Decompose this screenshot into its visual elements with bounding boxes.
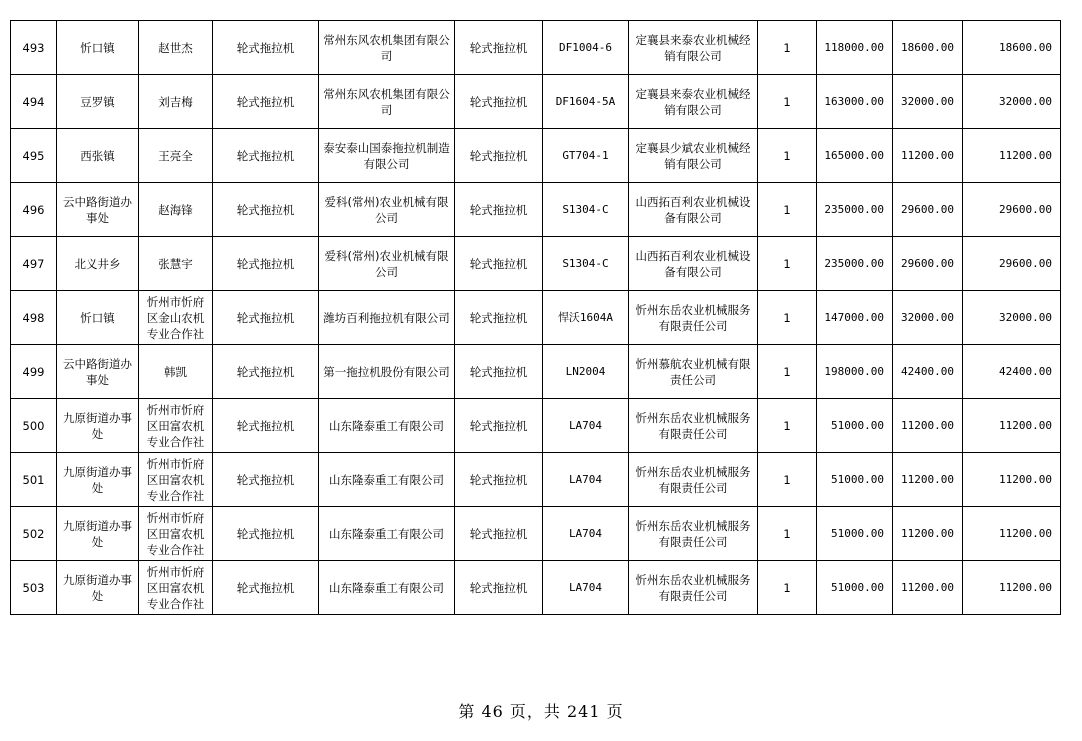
cell-town: 云中路街道办事处 xyxy=(57,345,139,399)
table-row xyxy=(11,399,1061,453)
cell-serial-no: 496 xyxy=(11,183,57,237)
table-row xyxy=(11,183,1061,237)
page-number: 第 46 页，共 241 页 xyxy=(458,702,624,721)
cell-category: 轮式拖拉机 xyxy=(213,21,319,75)
cell-dealer: 忻州东岳农业机械服务有限责任公司 xyxy=(629,399,758,453)
cell-total-subsidy: 11200.00 xyxy=(963,507,1061,561)
cell-buyer: 王亮全 xyxy=(139,129,213,183)
table-row xyxy=(11,561,1061,615)
cell-town: 忻口镇 xyxy=(57,21,139,75)
cell-model: LA704 xyxy=(543,561,629,615)
cell-product-name: 轮式拖拉机 xyxy=(455,399,543,453)
cell-buyer: 韩凯 xyxy=(139,345,213,399)
cell-price: 51000.00 xyxy=(817,561,893,615)
cell-manufacturer: 第一拖拉机股份有限公司 xyxy=(319,345,455,399)
cell-total-subsidy: 32000.00 xyxy=(963,75,1061,129)
cell-product-name: 轮式拖拉机 xyxy=(455,183,543,237)
cell-quantity: 1 xyxy=(758,453,817,507)
cell-model: GT704-1 xyxy=(543,129,629,183)
cell-buyer: 刘吉梅 xyxy=(139,75,213,129)
cell-product-name: 轮式拖拉机 xyxy=(455,345,543,399)
cell-quantity: 1 xyxy=(758,561,817,615)
cell-product-name: 轮式拖拉机 xyxy=(455,291,543,345)
cell-unit-subsidy: 11200.00 xyxy=(893,507,963,561)
cell-unit-subsidy: 42400.00 xyxy=(893,345,963,399)
cell-total-subsidy: 29600.00 xyxy=(963,183,1061,237)
cell-serial-no: 498 xyxy=(11,291,57,345)
cell-town: 九原街道办事处 xyxy=(57,507,139,561)
cell-category: 轮式拖拉机 xyxy=(213,345,319,399)
cell-serial-no: 497 xyxy=(11,237,57,291)
table-row xyxy=(11,75,1061,129)
cell-model: LA704 xyxy=(543,507,629,561)
cell-town: 北义井乡 xyxy=(57,237,139,291)
cell-product-name: 轮式拖拉机 xyxy=(455,507,543,561)
cell-dealer: 山西拓百利农业机械设备有限公司 xyxy=(629,237,758,291)
cell-serial-no: 495 xyxy=(11,129,57,183)
cell-dealer: 忻州慕航农业机械有限责任公司 xyxy=(629,345,758,399)
cell-town: 九原街道办事处 xyxy=(57,453,139,507)
cell-unit-subsidy: 11200.00 xyxy=(893,399,963,453)
cell-price: 163000.00 xyxy=(817,75,893,129)
cell-unit-subsidy: 29600.00 xyxy=(893,183,963,237)
cell-price: 235000.00 xyxy=(817,237,893,291)
cell-total-subsidy: 11200.00 xyxy=(963,453,1061,507)
cell-town: 九原街道办事处 xyxy=(57,399,139,453)
cell-product-name: 轮式拖拉机 xyxy=(455,561,543,615)
cell-total-subsidy: 42400.00 xyxy=(963,345,1061,399)
cell-model: DF1604-5A xyxy=(543,75,629,129)
cell-town: 九原街道办事处 xyxy=(57,561,139,615)
cell-manufacturer: 爱科(常州)农业机械有限公司 xyxy=(319,183,455,237)
cell-dealer: 忻州东岳农业机械服务有限责任公司 xyxy=(629,453,758,507)
cell-model: LA704 xyxy=(543,399,629,453)
cell-manufacturer: 山东隆泰重工有限公司 xyxy=(319,399,455,453)
cell-category: 轮式拖拉机 xyxy=(213,75,319,129)
cell-buyer: 赵海锋 xyxy=(139,183,213,237)
cell-total-subsidy: 11200.00 xyxy=(963,129,1061,183)
table-row xyxy=(11,21,1061,75)
cell-unit-subsidy: 29600.00 xyxy=(893,237,963,291)
cell-quantity: 1 xyxy=(758,507,817,561)
cell-serial-no: 494 xyxy=(11,75,57,129)
cell-manufacturer: 常州东风农机集团有限公司 xyxy=(319,21,455,75)
cell-town: 云中路街道办事处 xyxy=(57,183,139,237)
cell-town: 忻口镇 xyxy=(57,291,139,345)
cell-buyer: 忻州市忻府区田富农机专业合作社 xyxy=(139,399,213,453)
cell-category: 轮式拖拉机 xyxy=(213,453,319,507)
table-row xyxy=(11,237,1061,291)
cell-total-subsidy: 11200.00 xyxy=(963,399,1061,453)
cell-town: 豆罗镇 xyxy=(57,75,139,129)
cell-manufacturer: 泰安泰山国泰拖拉机制造有限公司 xyxy=(319,129,455,183)
cell-product-name: 轮式拖拉机 xyxy=(455,453,543,507)
cell-manufacturer: 山东隆泰重工有限公司 xyxy=(319,453,455,507)
cell-serial-no: 503 xyxy=(11,561,57,615)
cell-category: 轮式拖拉机 xyxy=(213,183,319,237)
cell-price: 51000.00 xyxy=(817,399,893,453)
cell-buyer: 忻州市忻府区金山农机专业合作社 xyxy=(139,291,213,345)
cell-dealer: 山西拓百利农业机械设备有限公司 xyxy=(629,183,758,237)
cell-category: 轮式拖拉机 xyxy=(213,507,319,561)
cell-model: S1304-C xyxy=(543,183,629,237)
cell-product-name: 轮式拖拉机 xyxy=(455,75,543,129)
cell-category: 轮式拖拉机 xyxy=(213,237,319,291)
cell-model: DF1004-6 xyxy=(543,21,629,75)
cell-product-name: 轮式拖拉机 xyxy=(455,129,543,183)
cell-dealer: 忻州东岳农业机械服务有限责任公司 xyxy=(629,291,758,345)
cell-dealer: 定襄县来泰农业机械经销有限公司 xyxy=(629,75,758,129)
cell-price: 198000.00 xyxy=(817,345,893,399)
cell-town: 西张镇 xyxy=(57,129,139,183)
cell-total-subsidy: 32000.00 xyxy=(963,291,1061,345)
table-row xyxy=(11,345,1061,399)
cell-quantity: 1 xyxy=(758,345,817,399)
cell-price: 147000.00 xyxy=(817,291,893,345)
cell-quantity: 1 xyxy=(758,291,817,345)
cell-dealer: 定襄县少斌农业机械经销有限公司 xyxy=(629,129,758,183)
cell-serial-no: 501 xyxy=(11,453,57,507)
cell-manufacturer: 常州东风农机集团有限公司 xyxy=(319,75,455,129)
cell-unit-subsidy: 18600.00 xyxy=(893,21,963,75)
cell-manufacturer: 爱科(常州)农业机械有限公司 xyxy=(319,237,455,291)
cell-buyer: 张慧宇 xyxy=(139,237,213,291)
cell-serial-no: 502 xyxy=(11,507,57,561)
cell-dealer: 忻州东岳农业机械服务有限责任公司 xyxy=(629,507,758,561)
cell-price: 118000.00 xyxy=(817,21,893,75)
cell-serial-no: 493 xyxy=(11,21,57,75)
cell-buyer: 赵世杰 xyxy=(139,21,213,75)
cell-manufacturer: 山东隆泰重工有限公司 xyxy=(319,507,455,561)
cell-dealer: 定襄县来泰农业机械经销有限公司 xyxy=(629,21,758,75)
cell-model: 悍沃1604A xyxy=(543,291,629,345)
table-row xyxy=(11,291,1061,345)
cell-unit-subsidy: 32000.00 xyxy=(893,75,963,129)
cell-quantity: 1 xyxy=(758,183,817,237)
cell-product-name: 轮式拖拉机 xyxy=(455,21,543,75)
table-row xyxy=(11,129,1061,183)
cell-unit-subsidy: 11200.00 xyxy=(893,129,963,183)
cell-total-subsidy: 11200.00 xyxy=(963,561,1061,615)
cell-model: S1304-C xyxy=(543,237,629,291)
cell-price: 51000.00 xyxy=(817,507,893,561)
cell-quantity: 1 xyxy=(758,237,817,291)
table-row xyxy=(11,507,1061,561)
cell-quantity: 1 xyxy=(758,75,817,129)
cell-total-subsidy: 18600.00 xyxy=(963,21,1061,75)
cell-category: 轮式拖拉机 xyxy=(213,129,319,183)
cell-quantity: 1 xyxy=(758,21,817,75)
records-table xyxy=(10,20,1061,615)
cell-unit-subsidy: 11200.00 xyxy=(893,561,963,615)
cell-model: LA704 xyxy=(543,453,629,507)
cell-dealer: 忻州东岳农业机械服务有限责任公司 xyxy=(629,561,758,615)
cell-serial-no: 500 xyxy=(11,399,57,453)
table-body xyxy=(11,21,1061,615)
cell-quantity: 1 xyxy=(758,399,817,453)
cell-buyer: 忻州市忻府区田富农机专业合作社 xyxy=(139,561,213,615)
cell-serial-no: 499 xyxy=(11,345,57,399)
cell-category: 轮式拖拉机 xyxy=(213,561,319,615)
cell-quantity: 1 xyxy=(758,129,817,183)
cell-category: 轮式拖拉机 xyxy=(213,291,319,345)
cell-model: LN2004 xyxy=(543,345,629,399)
cell-manufacturer: 潍坊百利拖拉机有限公司 xyxy=(319,291,455,345)
cell-product-name: 轮式拖拉机 xyxy=(455,237,543,291)
cell-total-subsidy: 29600.00 xyxy=(963,237,1061,291)
cell-price: 165000.00 xyxy=(817,129,893,183)
table-row xyxy=(11,453,1061,507)
cell-buyer: 忻州市忻府区田富农机专业合作社 xyxy=(139,507,213,561)
cell-unit-subsidy: 11200.00 xyxy=(893,453,963,507)
cell-manufacturer: 山东隆泰重工有限公司 xyxy=(319,561,455,615)
cell-unit-subsidy: 32000.00 xyxy=(893,291,963,345)
cell-price: 235000.00 xyxy=(817,183,893,237)
cell-category: 轮式拖拉机 xyxy=(213,399,319,453)
cell-buyer: 忻州市忻府区田富农机专业合作社 xyxy=(139,453,213,507)
cell-price: 51000.00 xyxy=(817,453,893,507)
